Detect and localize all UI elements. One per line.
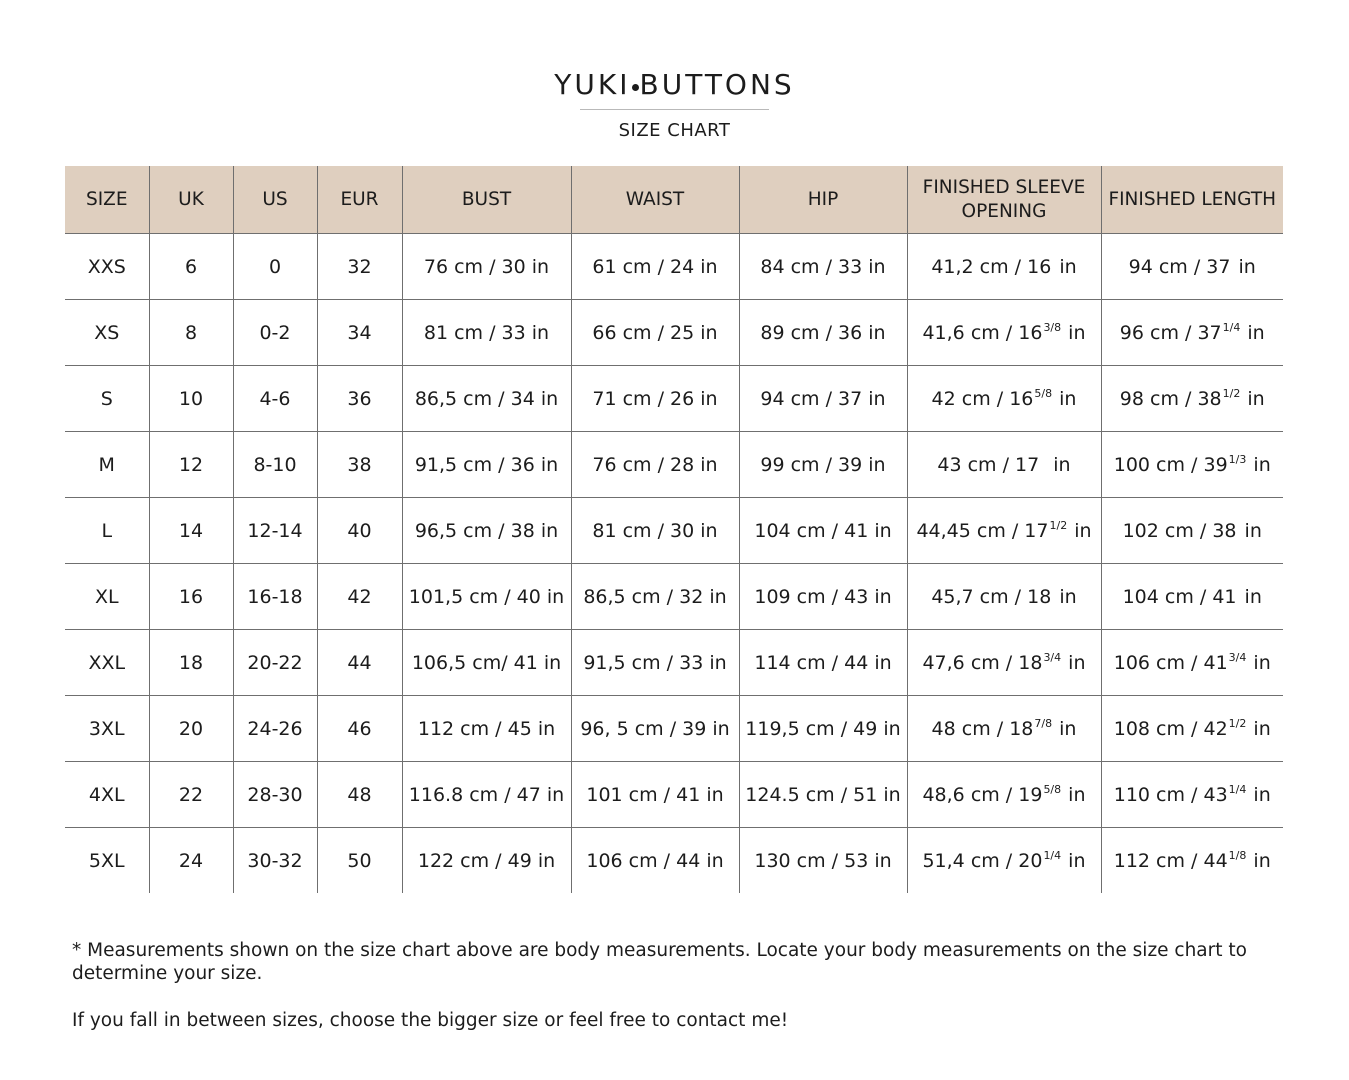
sleeve-fraction: 3/4 xyxy=(1043,651,1062,664)
sleeve-fraction: 5/8 xyxy=(1034,387,1053,400)
sleeve-fraction: 1/2 xyxy=(1049,519,1068,532)
cell-bust: 86,5 cm / 34 in xyxy=(402,366,571,432)
length-fraction: 1/4 xyxy=(1222,321,1241,334)
cell-uk: 20 xyxy=(149,696,233,762)
sleeve-unit: in xyxy=(1062,322,1086,344)
sleeve-unit: in xyxy=(1053,718,1077,740)
length-value: 100 cm / 39 xyxy=(1113,454,1228,476)
cell-length xyxy=(1101,234,1283,300)
cell-bust: 101,5 cm / 40 in xyxy=(402,564,571,630)
table-row xyxy=(65,498,1283,564)
cell-length xyxy=(1101,366,1283,432)
sleeve-unit: in xyxy=(1053,388,1077,410)
size-chart-table xyxy=(65,166,1283,893)
cell-us: 0 xyxy=(233,234,317,300)
cell-size: 3XL xyxy=(65,696,149,762)
cell-hip: 104 cm / 41 in xyxy=(739,498,907,564)
cell-length xyxy=(1101,762,1283,828)
brand-divider xyxy=(580,109,769,110)
cell-uk: 8 xyxy=(149,300,233,366)
brand-name-right: BUTTONS xyxy=(639,68,795,101)
cell-length xyxy=(1101,498,1283,564)
brand-dot-icon xyxy=(632,84,639,91)
cell-us: 24-26 xyxy=(233,696,317,762)
cell-waist: 91,5 cm / 33 in xyxy=(571,630,739,696)
brand-name-left: YUKI xyxy=(554,68,631,101)
length-value: 102 cm / 38 xyxy=(1122,520,1237,542)
cell-sleeve xyxy=(907,366,1101,432)
length-value: 112 cm / 44 xyxy=(1113,850,1228,872)
header-uk: UK xyxy=(149,166,233,234)
cell-eur: 46 xyxy=(317,696,402,762)
cell-hip: 99 cm / 39 in xyxy=(739,432,907,498)
cell-length xyxy=(1101,828,1283,894)
cell-uk: 10 xyxy=(149,366,233,432)
length-fraction: 1/2 xyxy=(1228,717,1247,730)
cell-sleeve xyxy=(907,432,1101,498)
sleeve-fraction: 5/8 xyxy=(1043,783,1062,796)
cell-eur: 48 xyxy=(317,762,402,828)
length-value: 108 cm / 42 xyxy=(1113,718,1228,740)
cell-bust: 106,5 cm/ 41 in xyxy=(402,630,571,696)
sleeve-unit: in xyxy=(1068,520,1092,542)
cell-size: 4XL xyxy=(65,762,149,828)
cell-bust: 116.8 cm / 47 in xyxy=(402,762,571,828)
length-fraction: 3/4 xyxy=(1228,651,1247,664)
cell-sleeve xyxy=(907,498,1101,564)
cell-waist: 76 cm / 28 in xyxy=(571,432,739,498)
cell-eur: 32 xyxy=(317,234,402,300)
sleeve-value: 45,7 cm / 18 xyxy=(931,586,1052,608)
cell-hip: 94 cm / 37 in xyxy=(739,366,907,432)
length-unit: in xyxy=(1232,256,1256,278)
sleeve-value: 41,6 cm / 16 xyxy=(922,322,1043,344)
sleeve-value: 47,6 cm / 18 xyxy=(922,652,1043,674)
cell-bust: 122 cm / 49 in xyxy=(402,828,571,894)
cell-us: 28-30 xyxy=(233,762,317,828)
table-row xyxy=(65,234,1283,300)
cell-eur: 44 xyxy=(317,630,402,696)
sleeve-fraction: 7/8 xyxy=(1034,717,1053,730)
cell-uk: 24 xyxy=(149,828,233,894)
cell-uk: 22 xyxy=(149,762,233,828)
cell-size: XXL xyxy=(65,630,149,696)
cell-hip: 109 cm / 43 in xyxy=(739,564,907,630)
sleeve-value: 41,2 cm / 16 xyxy=(931,256,1052,278)
header-us: US xyxy=(233,166,317,234)
cell-waist: 96, 5 cm / 39 in xyxy=(571,696,739,762)
header-finished-length: FINISHED LENGTH xyxy=(1101,166,1283,234)
cell-length xyxy=(1101,696,1283,762)
header-hip: HIP xyxy=(739,166,907,234)
cell-hip: 114 cm / 44 in xyxy=(739,630,907,696)
cell-eur: 40 xyxy=(317,498,402,564)
cell-waist: 101 cm / 41 in xyxy=(571,762,739,828)
header-row xyxy=(65,166,1283,234)
table-row xyxy=(65,696,1283,762)
header-waist: WAIST xyxy=(571,166,739,234)
cell-waist: 86,5 cm / 32 in xyxy=(571,564,739,630)
cell-sleeve xyxy=(907,630,1101,696)
sleeve-value: 48,6 cm / 19 xyxy=(922,784,1043,806)
cell-us: 20-22 xyxy=(233,630,317,696)
length-unit: in xyxy=(1241,322,1265,344)
sleeve-value: 44,45 cm / 17 xyxy=(916,520,1049,542)
page-title: SIZE CHART xyxy=(618,120,731,141)
cell-hip: 119,5 cm / 49 in xyxy=(739,696,907,762)
cell-size: 5XL xyxy=(88,849,125,872)
cell-size: L xyxy=(65,498,149,564)
notes xyxy=(72,939,1287,1032)
header-bust: BUST xyxy=(402,166,571,234)
length-fraction: 1/4 xyxy=(1228,783,1247,796)
cell-sleeve xyxy=(907,564,1101,630)
cell-waist: 61 cm / 24 in xyxy=(571,234,739,300)
header-size: SIZE xyxy=(65,166,149,234)
cell-waist: 81 cm / 30 in xyxy=(571,498,739,564)
cell-length xyxy=(1101,300,1283,366)
sleeve-fraction: 1/4 xyxy=(1043,849,1062,862)
length-unit: in xyxy=(1247,718,1271,740)
header-finished-sleeve-opening: FINISHED SLEEVE OPENING xyxy=(907,166,1101,234)
cell-size: XS xyxy=(65,300,149,366)
cell-eur: 50 xyxy=(317,828,402,894)
cell-length xyxy=(1101,630,1283,696)
cell-eur: 38 xyxy=(317,432,402,498)
length-value: 98 cm / 38 xyxy=(1119,388,1222,410)
cell-eur: 36 xyxy=(317,366,402,432)
cell-uk: 18 xyxy=(149,630,233,696)
cell-waist: 66 cm / 25 in xyxy=(571,300,739,366)
cell-sleeve xyxy=(907,696,1101,762)
table-row xyxy=(65,564,1283,630)
table-row xyxy=(65,300,1283,366)
sleeve-value: 42 cm / 16 xyxy=(931,388,1034,410)
sleeve-value: 48 cm / 18 xyxy=(931,718,1034,740)
sleeve-unit: in xyxy=(1062,850,1086,872)
cell-waist: 71 cm / 26 in xyxy=(571,366,739,432)
cell-waist: 106 cm / 44 in xyxy=(571,828,739,894)
length-unit: in xyxy=(1238,586,1262,608)
sleeve-value: 43 cm / 17 xyxy=(937,454,1040,476)
cell-us: 4-6 xyxy=(233,366,317,432)
cell-us: 12-14 xyxy=(233,498,317,564)
cell-bust: 96,5 cm / 38 in xyxy=(402,498,571,564)
table-row xyxy=(65,828,1283,894)
length-value: 96 cm / 37 xyxy=(1119,322,1222,344)
sleeve-value: 51,4 cm / 20 xyxy=(922,850,1043,872)
cell-uk: 6 xyxy=(149,234,233,300)
cell-hip: 84 cm / 33 in xyxy=(739,234,907,300)
cell-uk: 12 xyxy=(149,432,233,498)
length-unit: in xyxy=(1247,652,1271,674)
length-value: 104 cm / 41 xyxy=(1122,586,1237,608)
table-row xyxy=(65,366,1283,432)
length-unit: in xyxy=(1247,850,1271,872)
sleeve-unit: in xyxy=(1053,256,1077,278)
cell-hip: 89 cm / 36 in xyxy=(739,300,907,366)
sleeve-unit: in xyxy=(1041,454,1071,476)
cell-uk: 16 xyxy=(149,564,233,630)
cell-size: XXS xyxy=(65,234,149,300)
cell-us: 30-32 xyxy=(233,828,317,894)
sleeve-unit: in xyxy=(1062,784,1086,806)
length-value: 110 cm / 43 xyxy=(1113,784,1228,806)
cell-sleeve xyxy=(907,234,1101,300)
length-fraction: 1/8 xyxy=(1228,849,1247,862)
length-value: 106 cm / 41 xyxy=(1113,652,1228,674)
brand-logo xyxy=(0,68,1349,101)
length-unit: in xyxy=(1241,388,1265,410)
length-value: 94 cm / 37 xyxy=(1128,256,1231,278)
cell-bust: 81 cm / 33 in xyxy=(402,300,571,366)
table-row xyxy=(65,762,1283,828)
cell-hip: 124.5 cm / 51 in xyxy=(739,762,907,828)
length-unit: in xyxy=(1238,520,1262,542)
length-fraction: 1/3 xyxy=(1228,453,1247,466)
length-unit: in xyxy=(1247,454,1271,476)
length-unit: in xyxy=(1247,784,1271,806)
header-eur: EUR xyxy=(317,166,402,234)
cell-length xyxy=(1101,432,1283,498)
sleeve-fraction: 3/8 xyxy=(1043,321,1062,334)
cell-size: XL xyxy=(65,564,149,630)
cell-size: S xyxy=(65,366,149,432)
cell-bust: 112 cm / 45 in xyxy=(402,696,571,762)
cell-bust: 76 cm / 30 in xyxy=(402,234,571,300)
cell-sleeve xyxy=(907,828,1101,894)
cell-size: M xyxy=(65,432,149,498)
cell-uk: 14 xyxy=(149,498,233,564)
cell-hip: 130 cm / 53 in xyxy=(739,828,907,894)
cell-us: 16-18 xyxy=(233,564,317,630)
note-body-measurements: * Measurements shown on the size chart above are body measurements. Locate your body measurements on the size chart to determine your size. xyxy=(72,940,1247,984)
cell-bust: 91,5 cm / 36 in xyxy=(402,432,571,498)
length-fraction: 1/2 xyxy=(1222,387,1241,400)
cell-sleeve xyxy=(907,762,1101,828)
size-chart-body xyxy=(65,234,1283,894)
size-chart-header xyxy=(65,166,1283,234)
cell-eur: 42 xyxy=(317,564,402,630)
cell-us: 8-10 xyxy=(233,432,317,498)
note-between-sizes: If you fall in between sizes, choose the bigger size or feel free to contact me! xyxy=(72,1010,789,1031)
table-row xyxy=(65,432,1283,498)
cell-length xyxy=(1101,564,1283,630)
cell-sleeve xyxy=(907,300,1101,366)
cell-us: 0-2 xyxy=(233,300,317,366)
table-row xyxy=(65,630,1283,696)
cell-eur: 34 xyxy=(317,300,402,366)
sleeve-unit: in xyxy=(1053,586,1077,608)
sleeve-unit: in xyxy=(1062,652,1086,674)
